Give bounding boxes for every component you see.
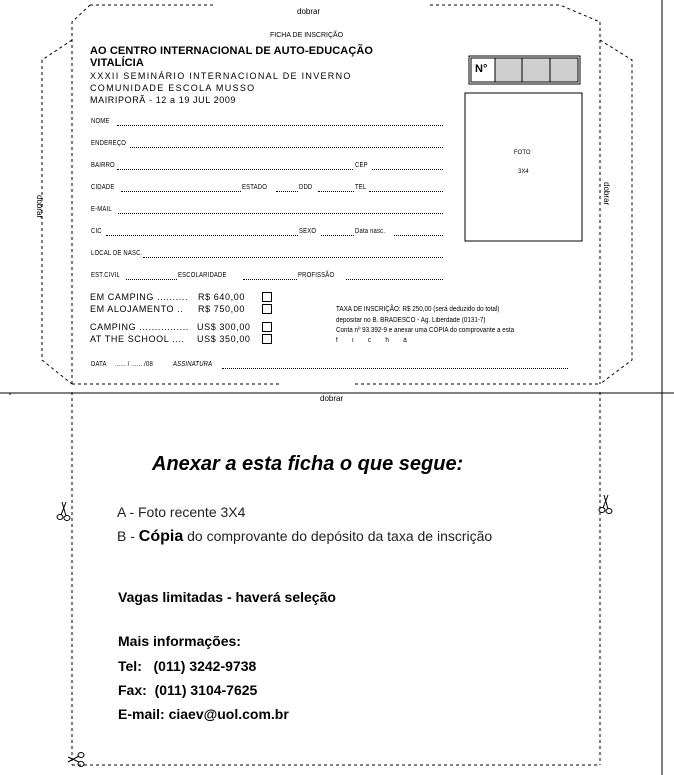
attachment-item-b [117,528,492,546]
fold-label-left: dobrar [35,195,44,219]
cic-input-line[interactable] [106,235,298,236]
fold-label-top: dobrar [297,7,321,16]
assinatura-label: ASSINATURA [173,361,213,368]
field-label-email: E-MAIL [91,206,112,213]
field-label-tel: TEL [355,184,367,191]
option-label: EM CAMPING .......... [90,292,189,302]
field-label-cep: CEP [355,162,368,169]
field-label-endereco: ENDEREÇO [91,140,127,147]
escolaridade-input-line[interactable] [243,279,297,280]
taxa-line-3: Conta nº 93.392-9 e anexar uma CÓPIA do comprovante a esta [336,327,515,334]
number-label: N° [475,63,488,75]
taxa-line-1: TAXA DE INSCRIÇÃO: R$ 250,00 (será deduzido do total) [336,306,500,313]
field-label-data-nasc: Data nasc. [355,228,386,235]
cidade-input-line[interactable] [121,191,241,192]
info-email: E-mail: ciaev@uol.com.br [118,706,289,722]
endereco-input-line[interactable] [130,147,443,148]
info-heading: Mais informações: [118,633,241,649]
field-label-profissao: PROFISSÃO [298,272,335,279]
scissors-icon [66,750,86,770]
taxa-line-2: depositar no B. BRADESCO - Ag. Liberdade (0131-7) [336,317,486,324]
attachments-title: Anexar a esta ficha o que segue: [152,453,464,475]
sexo-input-line[interactable] [321,235,354,236]
nome-input-line[interactable] [117,125,443,126]
option-checkbox[interactable] [262,292,272,302]
photo-label: FOTO [514,150,531,156]
fold-label-right: dobrar [602,182,611,206]
vagas-notice: Vagas limitadas - haverá seleção [118,589,336,605]
attachment-item-b-prefix: B - [117,528,139,544]
est-civil-input-line[interactable] [126,279,177,280]
field-label-cidade: CIDADE [91,184,115,191]
field-label-cic: CIC [91,228,102,235]
fold-label-middle: dobrar [320,394,344,403]
data-label: DATA [91,361,107,368]
option-label: AT THE SCHOOL .... [90,334,185,344]
tel-input-line[interactable] [369,191,443,192]
info-tel: Tel: (011) 3242-9738 [118,658,257,674]
option-price: US$ 300,00 [197,322,251,332]
email-input-line[interactable] [118,213,443,214]
option-price: R$ 750,00 [198,304,245,314]
profissao-input-line[interactable] [346,279,443,280]
option-label: CAMPING ................ [90,322,189,332]
option-price: US$ 350,00 [197,334,251,344]
bairro-input-line[interactable] [117,169,353,170]
field-label-escolaridade: ESCOLARIDADE [178,272,227,279]
estado-input-line[interactable] [276,191,298,192]
option-price: R$ 640,00 [198,292,245,302]
option-label: EM ALOJAMENTO .. [90,304,184,314]
attachment-item-b-rest: do comprovante do depósito da taxa de inscrição [183,528,493,544]
field-label-bairro: BAIRRO [91,162,115,169]
scissors-icon [598,493,614,515]
local-nasc-input-line[interactable] [143,257,443,258]
field-label-local-nasc: LOCAL DE NASC. [91,250,143,257]
field-label-nome: NOME [91,118,110,125]
attachment-item-b-bold: Cópia [138,528,184,545]
scissors-icon [56,500,72,522]
ddd-input-line[interactable] [318,191,354,192]
data-nasc-input-line[interactable] [394,235,443,236]
event-line-3: MAIRIPORÃ - 12 a 19 JUL 2009 [90,95,237,105]
option-checkbox[interactable] [262,322,272,332]
photo-size: 3X4 [518,169,529,175]
event-line-1: XXXII SEMINÁRIO INTERNACIONAL DE INVERNO [90,71,352,81]
option-checkbox[interactable] [262,334,272,344]
option-checkbox[interactable] [262,304,272,314]
taxa-line-4: f i c h a [336,337,407,344]
field-label-sexo: SEXO [299,228,317,235]
heading-line-2: VITALÍCIA [90,57,144,69]
info-fax: Fax: (011) 3104-7625 [118,682,258,698]
form-title: FICHA DE INSCRIÇÃO [270,32,344,39]
cep-input-line[interactable] [372,169,443,170]
event-line-2: COMUNIDADE ESCOLA MUSSO [90,83,256,93]
field-label-ddd: DDD [299,184,313,191]
attachment-item-a: A - Foto recente 3X4 [117,504,246,520]
field-label-estado: ESTADO [242,184,268,191]
heading-line-1: AO CENTRO INTERNACIONAL DE AUTO-EDUCAÇÃO [90,45,374,57]
assinatura-input-line[interactable] [222,368,568,369]
field-label-est-civil: EST.CIVIL [91,272,120,279]
data-value: ...... / ...... /08 [115,361,153,368]
